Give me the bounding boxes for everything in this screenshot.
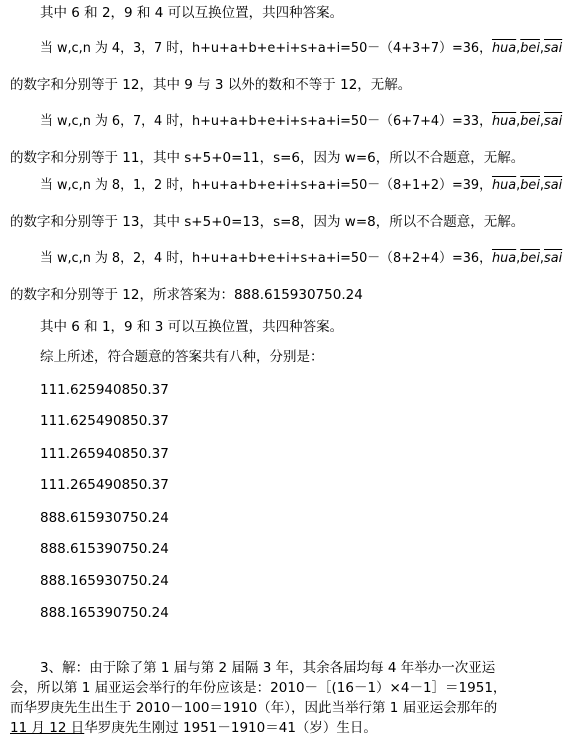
case-1-line: [40, 39, 562, 57]
answer-4: 111.265490850.37: [40, 477, 169, 493]
word-sai: $\overline{sai}$: [544, 40, 563, 56]
word-separator: ,: [539, 40, 545, 56]
answer-3: 111.265940850.37: [40, 446, 169, 462]
word-sai: $\overline{sai}$: [544, 177, 563, 193]
word-bei: $\overline{bei}$: [520, 113, 540, 129]
word-separator: ,: [516, 177, 521, 193]
q3-line-2: 会，所以第 1 届亚运会举行的年份应该是：2010－［(16－1）×4－1］＝1951，: [10, 680, 507, 696]
case-3-line: [40, 176, 562, 194]
swap-note-1: 其中 6 和 2，9 和 4 可以互换位置，共四种答案。: [40, 5, 344, 21]
word-separator: ,: [516, 40, 521, 56]
word-separator: ,: [539, 113, 545, 129]
word-separator: ,: [516, 113, 521, 129]
answer-1: 111.625940850.37: [40, 382, 169, 398]
word-sai: $\overline{sai}$: [544, 250, 563, 266]
case-3-conclusion: 的数字和分别等于 13，其中 s+5+0=13，s=8，因为 w=8，所以不合题意，无解。: [10, 214, 525, 230]
swap-note-2: 其中 6 和 1，9 和 3 可以互换位置，共四种答案。: [40, 319, 344, 335]
word-hua: $\overline{hua}$: [491, 250, 517, 266]
q3-line-4-rest: 华罗庚先生刚过 1951－1910＝41（岁）生日。: [84, 720, 377, 736]
case-2-conclusion: 的数字和分别等于 11，其中 s+5+0=11，s=6，因为 w=6，所以不合题意，无解。: [10, 150, 525, 166]
word-separator: ,: [539, 250, 545, 266]
case-3-equation: 当 w,c,n 为 8，1，2 时，h+u+a+b+e+i+s+a+i=50－（8+1+2）=39，: [40, 177, 492, 193]
word-hua: $\overline{hua}$: [491, 40, 517, 56]
answer-5: 888.615930750.24: [40, 510, 169, 526]
case-1-conclusion: 的数字和分别等于 12，其中 9 与 3 以外的数和不等于 12，无解。: [10, 77, 412, 93]
answer-2: 111.625490850.37: [40, 413, 169, 429]
case-2-line: [40, 112, 562, 130]
word-bei: $\overline{bei}$: [520, 40, 540, 56]
q3-date-underlined: 11 月 12 日: [10, 720, 85, 736]
case-2-equation: 当 w,c,n 为 6，7，4 时，h+u+a+b+e+i+s+a+i=50－（6+7+4）=33，: [40, 113, 492, 129]
word-separator: ,: [539, 177, 545, 193]
case-4-equation: 当 w,c,n 为 8，2，4 时，h+u+a+b+e+i+s+a+i=50－（8+2+4）=36，: [40, 250, 492, 266]
q3-line-3: 而华罗庚先生出生于 2010－100＝1910（年），因此当举行第 1 届亚运会那年的: [10, 700, 498, 716]
summary-line: 综上所述，符合题意的答案共有八种，分别是：: [40, 349, 324, 365]
answer-8: 888.165390750.24: [40, 605, 169, 621]
case-4-conclusion: 的数字和分别等于 12，所求答案为：888.615930750.24: [10, 287, 363, 303]
answer-6: 888.615390750.24: [40, 541, 169, 557]
word-sai: $\overline{sai}$: [544, 113, 563, 129]
q3-line-4: [10, 719, 377, 737]
q3-line-1: 3、解：由于除了第 1 届与第 2 届隔 3 年，其余各届均每 4 年举办一次亚运: [40, 660, 496, 676]
word-hua: $\overline{hua}$: [491, 113, 517, 129]
word-bei: $\overline{bei}$: [520, 177, 540, 193]
answer-7: 888.165930750.24: [40, 573, 169, 589]
case-1-equation: 当 w,c,n 为 4，3，7 时，h+u+a+b+e+i+s+a+i=50－（4+3+7）=36，: [40, 40, 492, 56]
word-hua: $\overline{hua}$: [491, 177, 517, 193]
word-bei: $\overline{bei}$: [520, 250, 540, 266]
case-4-line: [40, 249, 562, 267]
word-separator: ,: [516, 250, 521, 266]
